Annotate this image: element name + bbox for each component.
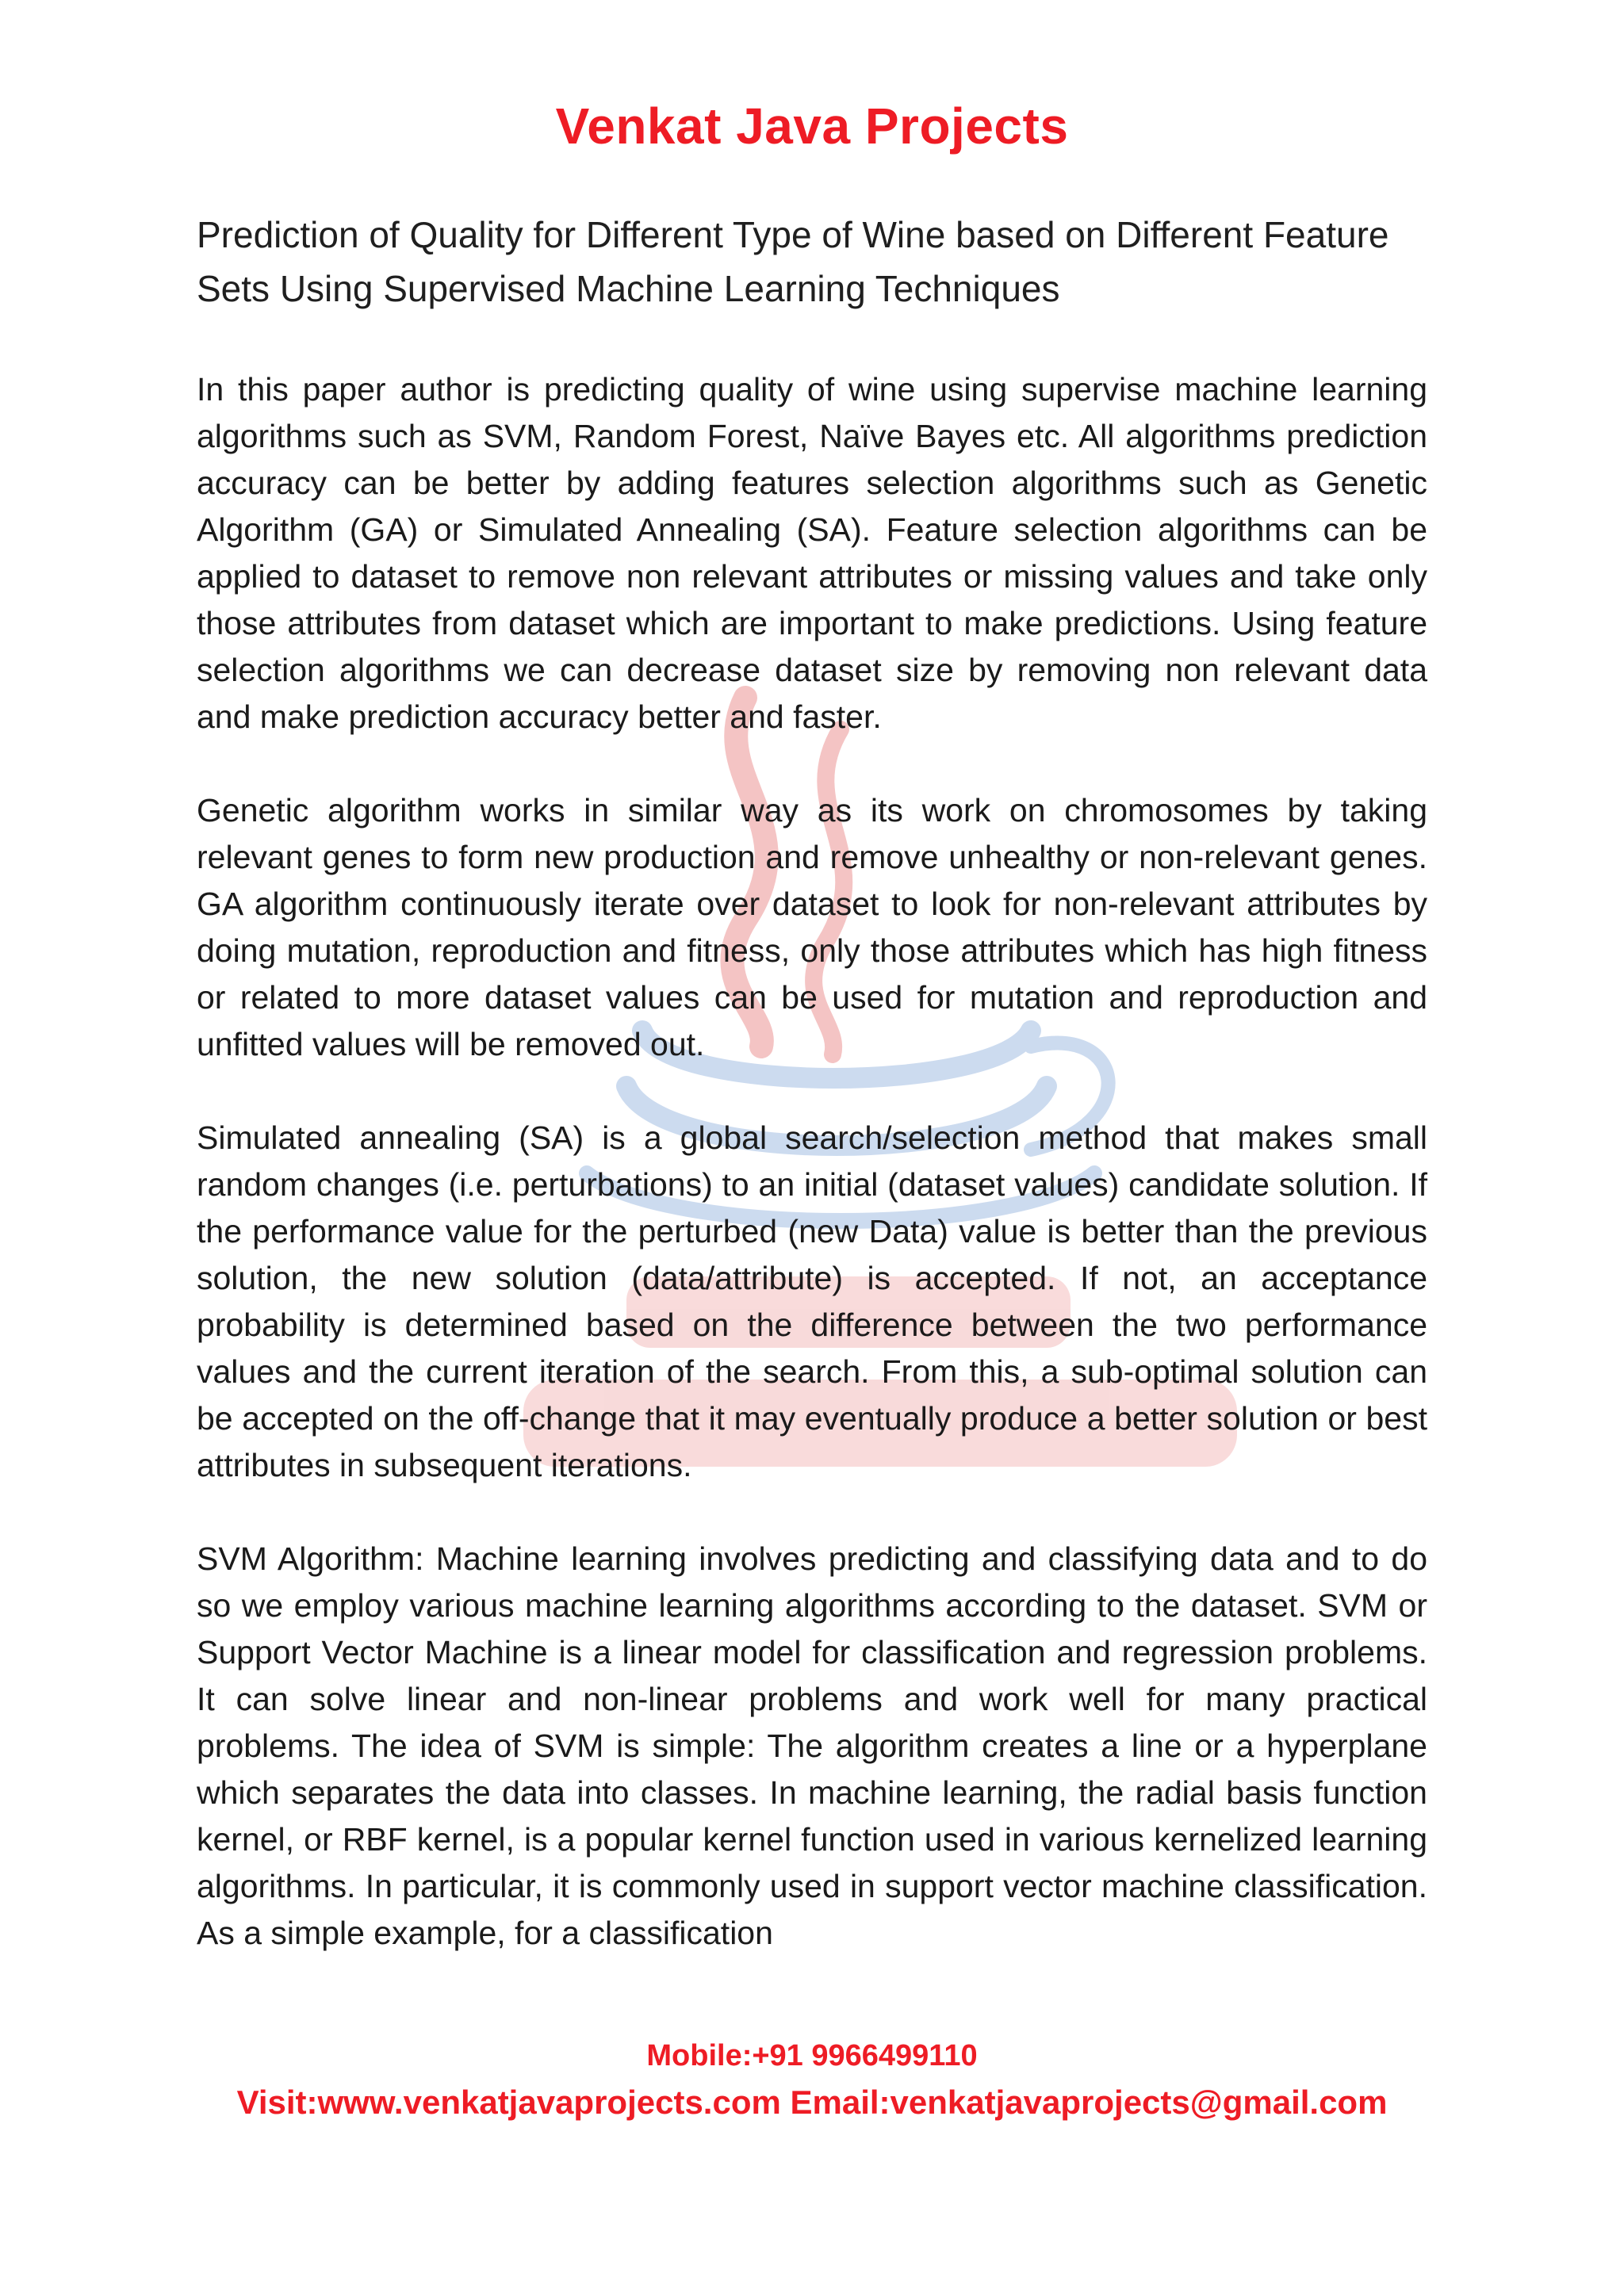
document-title: Prediction of Quality for Different Type of Wine based on Different Feature Sets Using Supervised Machine Learning Techniques [197, 214, 1389, 309]
footer-contact: Visit:www.venkatjavaprojects.com Email:venkatjavaprojects@gmail.com [236, 2084, 1388, 2121]
paragraph-intro: In this paper author is predicting quality of wine using supervise machine learning algorithms such as SVM, Random Forest, Naïve Bayes etc. All algorithms prediction accuracy can be better by adding features selection algorithms such as Genetic Algorithm (GA) or Simulated Annealing (SA). Feature selection algorithms can be applied to dataset to remove non relevant attributes or missing values and take only those attributes from dataset which are important to make predictions. Using feature selection algorithms we can decrease dataset size by removing non relevant data and make prediction accuracy better and faster. [197, 371, 1427, 735]
paragraph-simulated-annealing: Simulated annealing (SA) is a global search/selection method that makes small random changes (i.e. perturbations) to an initial (dataset values) candidate solution. If the performance value for the perturbed (new Data) value is better than the previous solution, the new solution (data/attribute) is accepted. If not, an acceptance probability is determined based on the difference between the two performance values and the current iteration of the search. From this, a sub-optimal solution can be accepted on the off-change that it may eventually produce a better solution or best attributes in subsequent iterations. [197, 1119, 1427, 1483]
document-body [197, 366, 1427, 2003]
paragraph-svm-algorithm: SVM Algorithm: Machine learning involves predicting and classifying data and to do so we employ various machine learning algorithms according to the dataset. SVM or Support Vector Machine is a linear model for classification and regression problems. It can solve linear and non-linear problems and work well for many practical problems. The idea of SVM is simple: The algorithm creates a line or a hyperplane which separates the data into classes. In machine learning, the radial basis function kernel, or RBF kernel, is a popular kernel function used in various kernelized learning algorithms. In particular, it is commonly used in support vector machine classification. As a simple example, for a classification [197, 1540, 1427, 1951]
page-header-title: Venkat Java Projects [555, 98, 1069, 155]
paragraph-genetic-algorithm: Genetic algorithm works in similar way as its work on chromosomes by taking relevant genes to form new production and remove unhealthy or non-relevant genes. GA algorithm continuously iterate over dataset to look for non-relevant attributes by doing mutation, reproduction and fitness, only those attributes which has high fitness or related to more dataset values can be used for mutation and reproduction and unfitted values will be removed out. [197, 792, 1427, 1062]
footer-mobile: Mobile:+91 9966499110 [646, 2039, 978, 2072]
